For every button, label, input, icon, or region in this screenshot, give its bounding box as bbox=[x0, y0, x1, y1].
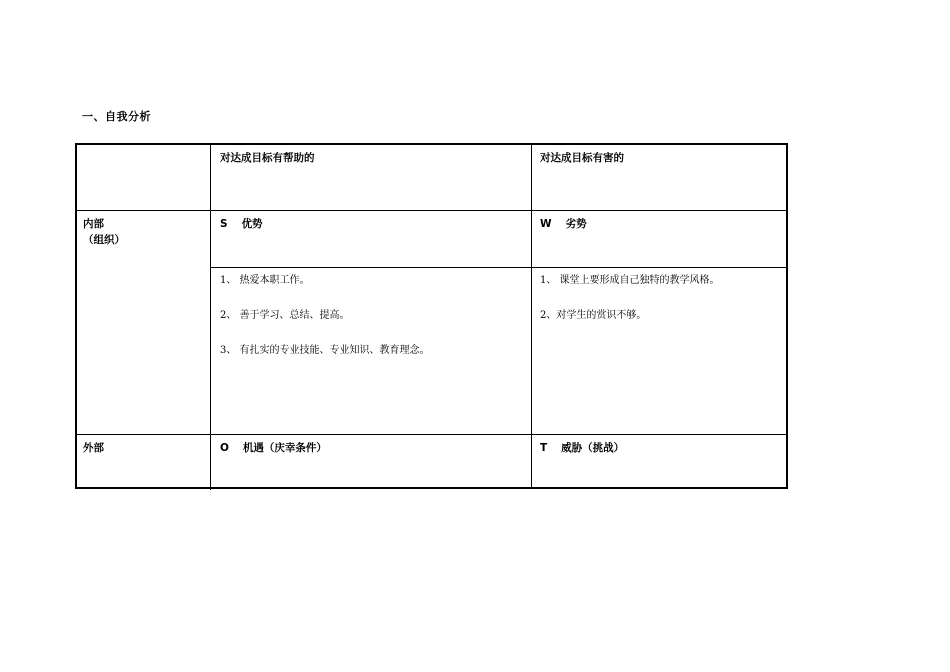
internal-label-line1: 内部 bbox=[83, 218, 104, 230]
weaknesses-title-text: 劣势 bbox=[565, 218, 587, 230]
list-item: 2、 善于学习、总结、提高。 bbox=[220, 310, 350, 321]
strengths-letter: S bbox=[220, 218, 228, 230]
list-item: 1、 课堂上要形成自己独特的教学风格。 bbox=[540, 275, 720, 286]
external-label: 外部 bbox=[83, 442, 104, 454]
section-heading: 一、自我分析 bbox=[82, 110, 151, 123]
weaknesses-letter: W bbox=[540, 218, 552, 230]
weaknesses-list-cell bbox=[540, 273, 720, 343]
list-item: 1、 热爱本职工作。 bbox=[220, 275, 310, 286]
strengths-title-text: 优势 bbox=[241, 218, 263, 230]
list-item: 3、 有扎实的专业技能、专业知识、教育理念。 bbox=[220, 345, 430, 356]
header-harmful: 对达成目标有害的 bbox=[540, 152, 624, 164]
internal-label-line2: （组织） bbox=[83, 234, 125, 246]
threats-title-text: 威胁（挑战） bbox=[561, 442, 625, 454]
strengths-list-cell bbox=[220, 273, 430, 378]
strengths-title bbox=[220, 216, 263, 232]
col-divider-1 bbox=[210, 145, 211, 490]
list-item: 2、对学生的赏识不够。 bbox=[540, 310, 647, 321]
threats-letter: T bbox=[540, 442, 548, 454]
weaknesses-list bbox=[540, 273, 720, 324]
threats-title bbox=[540, 440, 624, 456]
header-helpful: 对达成目标有帮助的 bbox=[220, 152, 315, 164]
swot-table bbox=[75, 143, 788, 489]
strengths-list bbox=[220, 273, 430, 359]
opportunities-title-text: 机遇（庆幸条件） bbox=[242, 442, 327, 454]
weaknesses-title bbox=[540, 216, 587, 232]
opportunities-letter: O bbox=[220, 442, 229, 454]
col-divider-2 bbox=[531, 145, 532, 487]
row-divider-3 bbox=[77, 434, 788, 435]
row-divider-2 bbox=[210, 267, 788, 268]
opportunities-title bbox=[220, 440, 327, 456]
internal-label bbox=[83, 216, 125, 248]
row-divider-1 bbox=[77, 210, 788, 211]
